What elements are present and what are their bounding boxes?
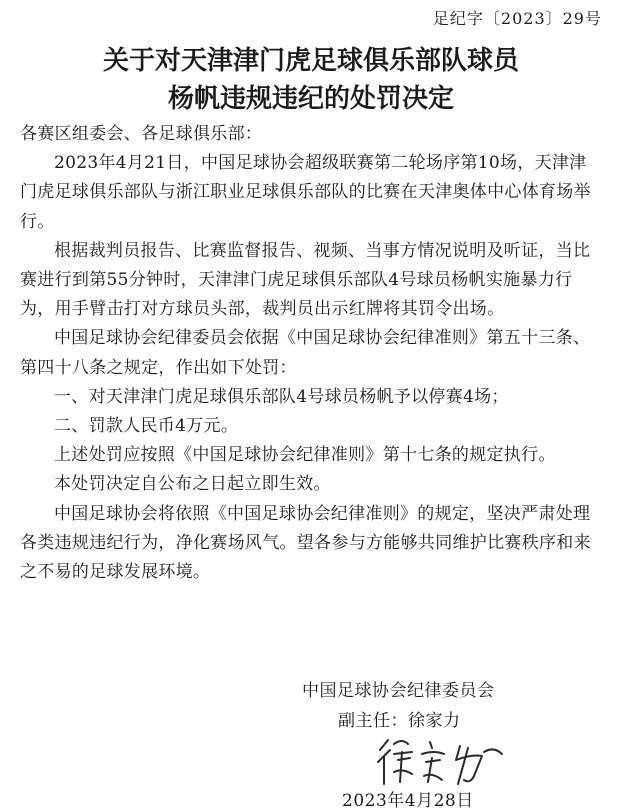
document-number: 足纪字〔2023〕29号: [432, 9, 602, 28]
paragraph-execution: 上述处罚应按照《中国足球协会纪律准则》第十七条的规定执行。: [54, 445, 556, 466]
paragraph-penalty-fine: 二、罚款人民币4万元。: [54, 416, 239, 437]
vice-chair-line: 副主任：徐家力: [338, 711, 461, 731]
issuing-organization: 中国足球协会纪律委员会: [302, 681, 495, 701]
salutation: 各赛区组委会、各足球俱乐部：: [20, 124, 263, 144]
paragraph-penalty-suspension: 一、对天津津门虎足球俱乐部队4号球员杨帆予以停赛4场；: [54, 386, 509, 407]
paragraph-effective: 本处罚决定自公布之日起立即生效。: [54, 474, 331, 495]
handwritten-signature: [372, 732, 512, 790]
paragraph-incident: 根据裁判员报告、比赛监督报告、视频、当事方情况说明及听证，当比赛进行到第55分钟时，天津津门虎足球俱乐部队4号球员杨帆实施暴力行为，用手臂击打对方球员头部，裁判员出示红牌将其罚令出场。: [20, 240, 591, 320]
title-line-1: 关于对天津津门虎足球俱乐部队球员: [102, 46, 519, 76]
document-footer: [0, 676, 622, 812]
document-date: 2023年4月28日: [342, 791, 474, 811]
title-line-2: 杨帆违规违纪的处罚决定: [167, 84, 454, 114]
document-body: [20, 120, 602, 587]
paragraph-basis: 中国足球协会纪律委员会依据《中国足球协会纪律准则》第五十三条、第四十八条之规定，作出如下处罚：: [20, 328, 591, 378]
document-title: [0, 42, 622, 118]
paragraph-closing: 中国足球协会将依照《中国足球协会纪律准则》的规定，坚决严肃处理各类违规违纪行为，净化赛场风气。望各参与方能够共同维护比赛秩序和来之不易的足球发展环境。: [20, 503, 591, 583]
paragraph-match-info: 2023年4月21日，中国足球协会超级联赛第二轮场序第10场，天津津门虎足球俱乐部队与浙江职业足球俱乐部队的比赛在天津奥体中心体育场举行。: [20, 153, 591, 232]
